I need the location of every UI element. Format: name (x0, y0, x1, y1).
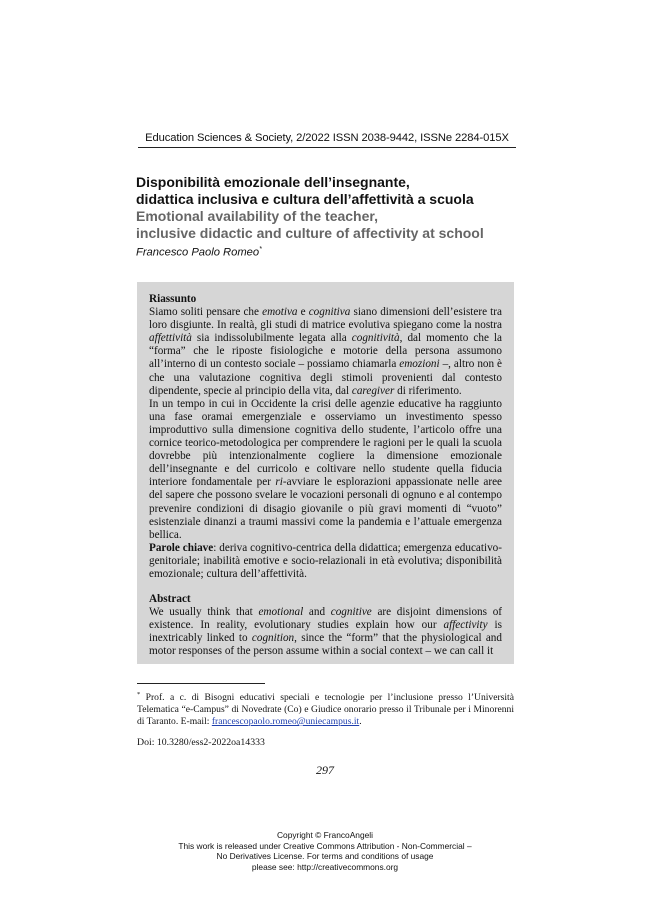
author-footnote-mark: * (259, 246, 262, 253)
english-title-line-2: inclusive didactic and culture of affectivity at school (136, 225, 484, 241)
riassunto-paragraph-2: In un tempo in cui in Occidente la crisi delle agenzie educative ha raggiunto una fase oramai emergenziale e osserviamo un investimento spesso improduttivo sulla dimensione cognitiva dello studente, l’articolo offre una cornice teorico-metodologica per comprendere le ragioni per le quali la scuola dovrebbe più intenzionalmente cogliere la dimensione emozionale dell’insegnante e del curricolo e coltivare nello studente quella fiducia interiore fondamentale per ri-avviare le esplorazioni appassionate nelle aree del sapere che possono svelare le vocazioni personali di ognuno e al contempo prevenire condizioni di disagio giovanile o più gravi momenti di “vuoto” esistenziale dinanzi a traumi massivi come la pandemia e l’attuale emergenza bellica. (149, 397, 502, 541)
abstract-heading: Abstract (149, 593, 191, 606)
copyright-line-3: No Derivatives License. For terms and conditions of usage (216, 851, 434, 862)
footnote: * Prof. a c. di Bisogni educativi speciali e tecnologie per l’inclusione presso l’Università Telematica “e-Campus” di Novedrate (Co) e Giudice onorario presso il Tribunale per i Minorenni di Taranto. E-mail: francescopaolo.romeo@uniecampus.it. (137, 691, 514, 728)
doi: Doi: 10.3280/ess2-2022oa14333 (137, 737, 265, 748)
author-name-text: Francesco Paolo Romeo (136, 246, 260, 259)
keywords-label: Parole chiave (149, 541, 214, 554)
copyright-line-1: Copyright © FrancoAngeli (276, 830, 373, 840)
copyright-line-4: please see: http://creativecommons.org (251, 861, 399, 872)
copyright-line-2: This work is released under Creative Commons Attribution - Non-Commercial – (178, 840, 472, 851)
abstract-paragraph-1: We usually think that emotional and cognitive are disjoint dimensions of existence. In reality, evolutionary studies explain how our affectivity is inextricably linked to cognition, since the “form” that the physiological and motor responses of the person assume within a social context – we can call it (149, 606, 503, 658)
keywords: Parole chiave: deriva cognitivo-centrica della didattica; emergenza educativo-genitoriale; inabilità emotive e socio-relazionali in età evolutiva; disponibilità emozionale; cultura dell’affettività. (149, 541, 503, 580)
riassunto-heading: Riassunto (149, 293, 197, 305)
italian-title-line-1: Disponibilità emozionale dell’insegnante, (136, 174, 410, 190)
english-title-line-1: Emotional availability of the teacher, (136, 208, 378, 224)
page-number: 297 (316, 763, 334, 777)
footnote-divider (137, 683, 265, 684)
title-block (136, 174, 526, 260)
riassunto-paragraph-1: Siamo soliti pensare che emotiva e cognitiva siano dimensioni dell’esistere tra loro disgiunte. In realtà, gli studi di matrice evolutiva spiegano come la nostra affettività sia indissolubilmente legata alla cognitività, dal momento che la “forma” che le riposte fisiologiche e motorie della persona assumono all’interno di un contesto sociale – possiamo chiamarla emozioni –, altro non è che una valutazione cognitiva degli stimoli provenienti dal contesto dipendente, specie al principio della vita, dal caregiver di riferimento. (149, 306, 502, 397)
footnote-mark: * (137, 691, 141, 698)
author-name (136, 243, 526, 260)
abstract-box (137, 282, 514, 664)
copyright-notice (0, 830, 650, 872)
email-link[interactable]: francescopaolo.romeo@uniecampus.it (211, 716, 360, 728)
italian-title-line-2: didattica inclusiva e cultura dell’affettività a scuola (136, 191, 474, 207)
running-header: Education Sciences & Society, 2/2022 ISSN 2038-9442, ISSNe 2284-015X (138, 132, 516, 148)
